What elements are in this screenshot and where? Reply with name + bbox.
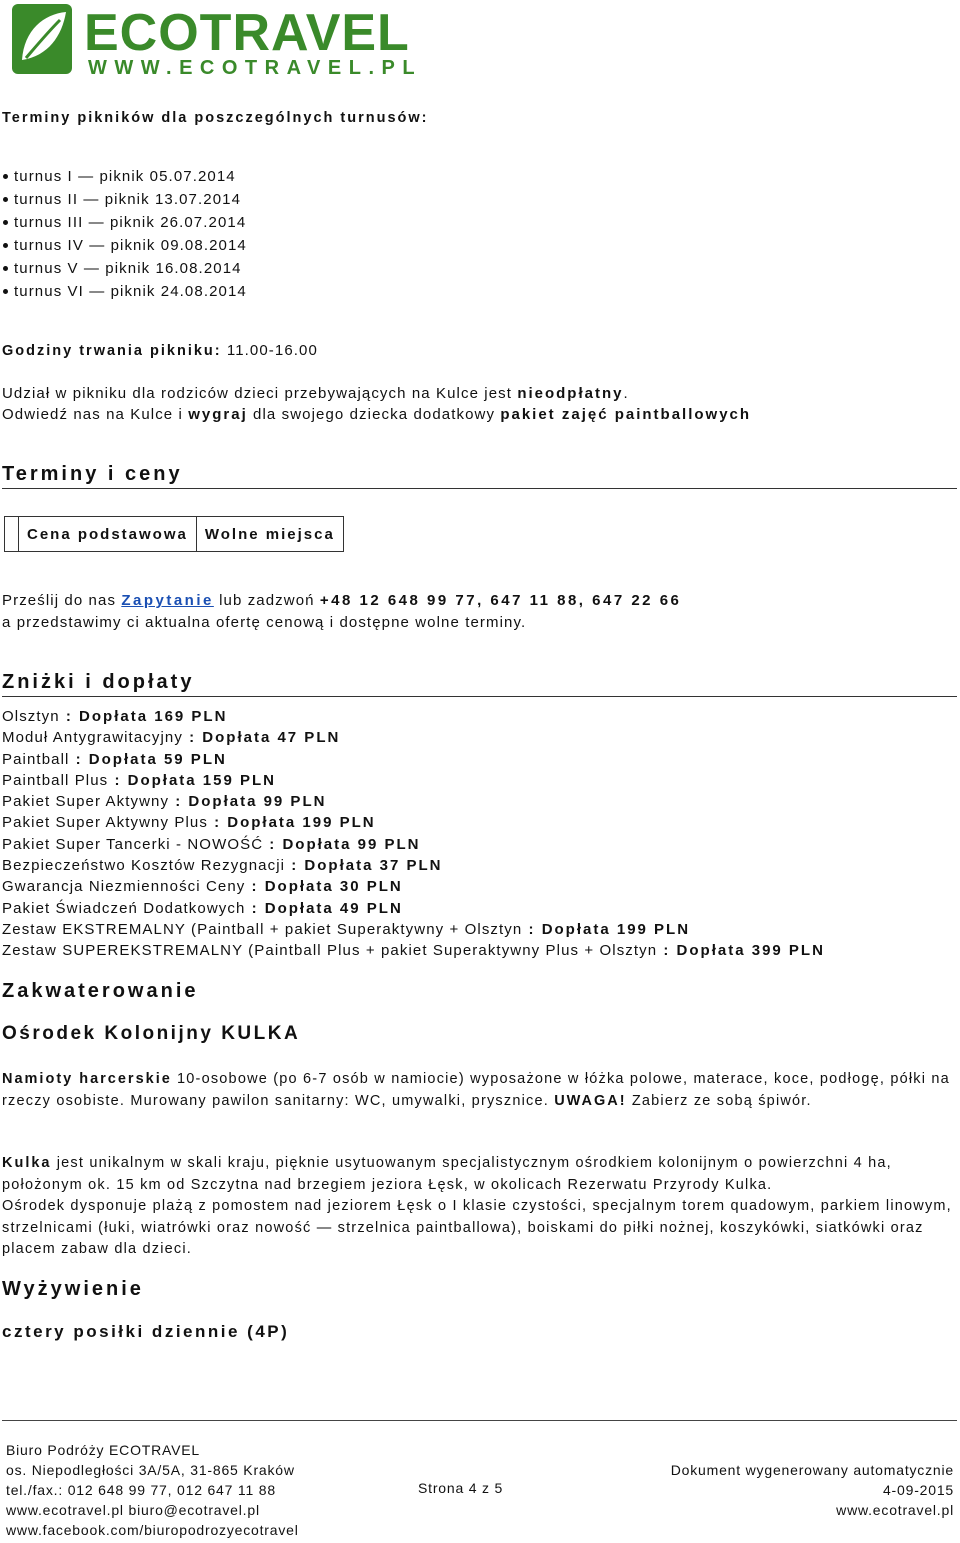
list-item: turnus V — piknik 16.08.2014 xyxy=(2,257,247,280)
visit-line xyxy=(2,406,751,423)
paragraph-text: jest unikalnym w skali kraju, pięknie usytuowanym specjalistycznym ośrodkiem kolonijnym o powierzchni 4 ha, położonym ok. 15 km od Szczytna nad brzegiem jeziora Łęsk, w okolicach Rezerwatu Przyrody Kulka. xyxy=(2,1155,892,1193)
table-header-free-places: Wolne miejsca xyxy=(196,517,343,552)
item-value: : Dopłata 159 PLN xyxy=(108,771,276,789)
picnic-hours xyxy=(2,342,318,359)
page-number: Strona 4 z 5 xyxy=(418,1480,504,1496)
footer-website: www.ecotravel.pl xyxy=(836,1502,954,1518)
price-table xyxy=(4,516,344,552)
accommodation-paragraph-3: Ośrodek dysponuje plażą z pomostem nad jeziorem Łęsk o I klasie czystości, specjalnym torem quadowym, parkiem linowym, strzelnicami (łuki, wiatrówki oraz nowość — strzelnica paintballowa), boiskami do piłki nożnej, koszykówki, siatkówki oraz placem zabaw dla dzieci. xyxy=(2,1198,952,1257)
list-item: turnus VI — piknik 24.08.2014 xyxy=(2,280,247,303)
visit-bold: wygraj xyxy=(188,406,248,423)
list-item xyxy=(2,749,825,770)
footer-right xyxy=(671,1460,954,1520)
item-name: Pakiet Świadczeń Dodatkowych xyxy=(2,899,246,917)
footer-company: Biuro Podróży ECOTRAVEL xyxy=(6,1442,200,1458)
list-item: turnus I — piknik 05.07.2014 xyxy=(2,165,247,188)
list-item xyxy=(2,834,825,855)
item-value: : Dopłata 47 PLN xyxy=(182,729,341,747)
table-header-base-price: Cena podstawowa xyxy=(19,517,197,552)
visit-text-2: dla swojego dziecka dodatkowy xyxy=(247,406,501,423)
accommodation-heading: Zakwaterowanie xyxy=(2,980,199,1002)
list-item xyxy=(2,876,825,897)
item-value: : Dopłata 169 PLN xyxy=(59,708,228,725)
item-value: : Dopłata 199 PLN xyxy=(207,814,376,832)
accommodation-subheading: Ośrodek Kolonijny KULKA xyxy=(2,1023,301,1044)
inquiry-text: Prześlij do nas xyxy=(2,592,122,609)
terms-heading: Terminy i ceny xyxy=(2,463,957,489)
hours-value: 11.00-16.00 xyxy=(221,342,318,359)
participation-bold: nieodpłatny xyxy=(517,385,624,402)
item-name: Bezpieczeństwo Kosztów Rezygnacji xyxy=(2,857,286,875)
item-name: Pakiet Super Tancerki - NOWOŚĆ xyxy=(2,835,264,853)
list-item xyxy=(2,898,825,919)
phone-numbers: +48 12 648 99 77, 647 11 88, 647 22 66 xyxy=(319,592,682,609)
inquiry-line xyxy=(2,592,681,609)
item-name: Gwarancja Niezmienności Ceny xyxy=(2,878,246,896)
item-value: : Dopłata 399 PLN xyxy=(657,942,825,960)
hours-label: Godziny trwania pikniku: xyxy=(2,343,222,359)
footer-phone: tel./fax.: 012 648 99 77, 012 647 11 88 xyxy=(6,1482,276,1498)
list-item xyxy=(2,855,825,876)
picnic-list xyxy=(2,165,247,303)
participation-end: . xyxy=(623,385,629,402)
item-name: Pakiet Super Aktywny Plus xyxy=(2,814,208,832)
footer-facebook: www.facebook.com/biuropodrozyecotravel xyxy=(6,1522,299,1538)
participation-line xyxy=(2,385,629,402)
leaf-logo-icon xyxy=(12,4,72,74)
accommodation-paragraph-2 xyxy=(2,1153,957,1196)
logo-url: WWW.ECOTRAVEL.PL xyxy=(88,57,423,79)
item-value: : Dopłata 30 PLN xyxy=(245,878,403,896)
item-value: : Dopłata 99 PLN xyxy=(169,793,327,811)
list-item: turnus II — piknik 13.07.2014 xyxy=(2,188,247,211)
item-name: Moduł Antygrawitacyjny xyxy=(2,729,183,747)
item-value: : Dopłata 37 PLN xyxy=(285,857,443,875)
discounts-heading: Zniżki i dopłaty xyxy=(2,671,957,697)
footer-divider xyxy=(2,1420,957,1421)
list-item xyxy=(2,770,825,791)
table-cell-empty xyxy=(5,517,19,552)
item-name: Zestaw SUPEREKSTREMALNY (Paintball Plus + pakiet Superaktywny Plus + Olsztyn xyxy=(2,942,658,960)
call-text: lub zadzwoń xyxy=(213,592,320,609)
item-name: Pakiet Super Aktywny xyxy=(2,793,170,811)
list-item xyxy=(2,706,825,727)
food-subheading: cztery posiłki dziennie (4P) xyxy=(2,1322,290,1341)
list-item xyxy=(2,940,825,961)
footer-web-email: www.ecotravel.pl biuro@ecotravel.pl xyxy=(6,1502,260,1518)
item-name: Zestaw EKSTREMALNY (Paintball + pakiet Superaktywny + Olsztyn xyxy=(2,920,523,938)
inquiry-link[interactable]: Zapytanie xyxy=(121,592,214,609)
item-name: Paintball xyxy=(2,750,70,768)
item-value: : Dopłata 49 PLN xyxy=(245,899,403,917)
ecotravel-logo xyxy=(8,0,468,82)
visit-bold-2: pakiet zajęć paintballowych xyxy=(500,406,752,423)
paragraph-text: 10-osobowe (po 6-7 osób w namiocie) wyposażone w łóżka polowe, materace, koce, podłogę, półki na rzeczy osobiste. Murowany pawilon sanitarny: WC, umywalki, prysznice. xyxy=(2,1071,950,1109)
list-item xyxy=(2,919,825,940)
paragraph-bold: Namioty harcerskie xyxy=(2,1071,172,1087)
list-item xyxy=(2,791,825,812)
discounts-list xyxy=(2,706,825,962)
paragraph-bold: Kulka xyxy=(2,1155,52,1171)
list-item: turnus IV — piknik 09.08.2014 xyxy=(2,234,247,257)
offer-line: a przedstawimy ci aktualna ofertę cenową i dostępne wolne terminy. xyxy=(2,614,527,631)
footer-address: os. Niepodległości 3A/5A, 31-865 Kraków xyxy=(6,1462,295,1478)
accommodation-paragraph-1 xyxy=(2,1069,957,1112)
participation-text: Udział w pikniku dla rodziców dzieci przebywających na Kulce jest xyxy=(2,385,518,402)
item-name: Olsztyn xyxy=(2,708,60,725)
warning-bold: UWAGA! xyxy=(554,1092,627,1109)
list-item xyxy=(2,812,825,833)
list-item: turnus III — piknik 26.07.2014 xyxy=(2,211,247,234)
food-heading: Wyżywienie xyxy=(2,1278,144,1300)
picnic-heading: Terminy pikników dla poszczególnych turnusów: xyxy=(2,110,429,126)
item-name: Paintball Plus xyxy=(2,771,109,789)
item-value: : Dopłata 199 PLN xyxy=(522,920,691,938)
item-value: : Dopłata 59 PLN xyxy=(69,750,227,768)
logo-text: ECOTRAVEL xyxy=(84,4,410,62)
paragraph-end: Zabierz ze sobą śpiwór. xyxy=(626,1092,812,1109)
list-item xyxy=(2,727,825,748)
item-value: : Dopłata 99 PLN xyxy=(263,835,421,853)
footer-date: 4-09-2015 xyxy=(882,1482,954,1498)
visit-text: Odwiedź nas na Kulce i xyxy=(2,406,189,423)
footer-generated: Dokument wygenerowany automatycznie xyxy=(670,1462,954,1478)
